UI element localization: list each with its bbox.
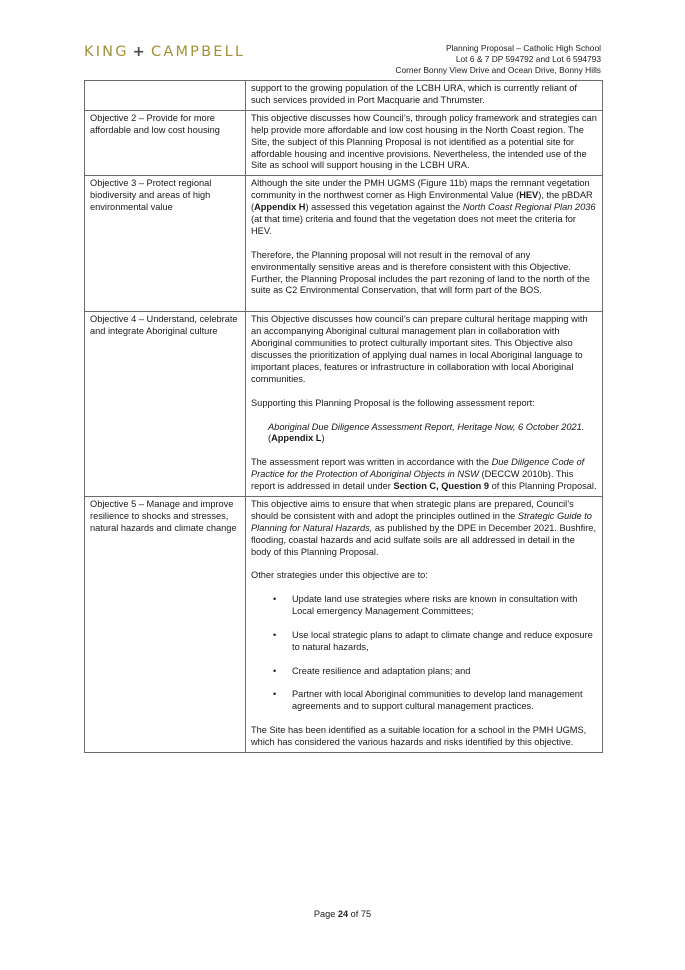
italic-text: Due Diligence Code of Practice for the Protection of Aboriginal Objects in NSW: [251, 457, 585, 480]
bullet-text: Partner with local Aboriginal communities to develop land management agreements and to support cultural management practices.: [292, 689, 583, 712]
bold-text: Appendix L: [271, 433, 322, 444]
bold-text: Appendix H: [254, 202, 306, 213]
text-run: The assessment report was written in accordance with the: [251, 457, 492, 468]
bullet-text: Create resilience and adaptation plans; and: [292, 665, 471, 676]
page-footer: [0, 909, 685, 919]
table-row: [85, 176, 603, 312]
objective-cell: Objective 2 – Provide for more affordable and low cost housing: [85, 110, 246, 176]
text-run: support to the growing population of the LCBH URA, which is currently reliant of such services provided in Port Macquarie and Thrumster.: [251, 83, 577, 105]
italic-text: Strategic Guide to Planning for Natural Hazards,: [251, 510, 592, 533]
list-item: [273, 689, 597, 713]
bullet-text: Use local strategic plans to adapt to climate change and reduce exposure to natural hazards,: [292, 629, 593, 652]
footer-of: of: [348, 909, 361, 919]
paragraph: [251, 250, 597, 298]
objective-cell: Objective 4 – Understand, celebrate and integrate Aboriginal culture: [85, 312, 246, 497]
table-row: [85, 312, 603, 497]
text-run: of this Planning Proposal.: [489, 481, 597, 492]
text-run: This Objective discusses how council’s can prepare cultural heritage mapping with an accompanying Aboriginal cultural management plan in collaboration with Aboriginal communities to protect culturally important sites. This Objective also discusses the prioritization of applying dual names in local Aboriginal language to important places, features or infrastructure in collaboration with local Aboriginal communities.: [251, 314, 588, 384]
page-number: 24: [337, 909, 349, 919]
text-run: as published by the DPE in December 2021. Bushfire, flooding, coastal hazards and acid sulfate soils are all addressed in detail in the body of this Planning Proposal.: [251, 522, 597, 557]
discussion-cell: [246, 81, 603, 111]
bold-text: HEV: [519, 190, 539, 201]
bullet-icon: •: [273, 665, 277, 676]
list-item: [273, 666, 597, 678]
list-item: [273, 594, 597, 618]
logo-campbell: CAMPBELL: [151, 44, 246, 60]
bullet-text: Update land use strategies where risks are known in consultation with Local emergency Management Committees;: [292, 594, 578, 617]
text-run: ): [321, 433, 325, 444]
discussion-cell: [246, 176, 603, 312]
text-run: Supporting this Planning Proposal is the following assessment report:: [251, 397, 535, 408]
footer-prefix: Page: [313, 909, 338, 919]
text-run: Other strategies under this objective are to:: [251, 570, 428, 581]
text-run: ) assessed this vegetation against the: [305, 202, 463, 213]
italic-text: Aboriginal Due Diligence Assessment Report, Heritage Now, 6 October 2021.: [268, 421, 585, 432]
page-header: [395, 43, 601, 76]
discussion-cell: [246, 496, 603, 752]
bold-text: Section C, Question 9: [393, 481, 490, 492]
paragraph: [251, 178, 597, 238]
text-run: (at that time) criteria and found that the vegetation does not meet the criteria for HEV.: [251, 214, 576, 236]
italic-text: North Coast Regional Plan 2036: [462, 202, 596, 213]
list-item: [273, 630, 597, 654]
table-row: [85, 81, 603, 111]
table-row: [85, 110, 603, 176]
discussion-cell: [246, 312, 603, 497]
text-run: This objective aims to ensure that when strategic plans are prepared, Council’s should be consistent with and adopt the principles outlined in the: [251, 498, 574, 521]
objective-cell: Objective 5 – Manage and improve resilience to shocks and stresses, natural hazards and climate change: [85, 496, 246, 752]
bullet-icon: •: [273, 594, 277, 605]
closing-paragraph: The Site has been identified as a suitable location for a school in the PMH UGMS, which has considered the various hazards and risks identified by this objective.: [251, 725, 587, 747]
text-run: Therefore, the Planning proposal will not result in the removal of any environmentally sensitive areas and is therefore consistent with this Objective. Further, the Planning Proposal includes the part rezoning of land to the north of the suite as C2 Environmental Conservation, that will form part of the BOS.: [251, 249, 590, 296]
paragraph: [251, 422, 597, 446]
text-run: This objective discusses how Council’s, through policy framework and strategies can help provide more affordable and low cost housing in the North Coast region. The Site, the subject of this Planning Proposal is not identified as a potential site for affordable housing and incentive provisions. Nevertheless, the intended use of the Site as school will support housing in the LCBH URA.: [251, 112, 597, 171]
bullet-icon: •: [273, 689, 277, 700]
paragraph: [251, 499, 597, 559]
paragraph: [251, 398, 597, 410]
logo-king: KING: [84, 44, 129, 60]
paragraph: [251, 113, 597, 173]
bullet-list: [251, 594, 597, 713]
paragraph: [251, 457, 597, 493]
bullet-icon: •: [273, 629, 277, 640]
objective-cell: Objective 3 – Protect regional biodiversity and areas of high environmental value: [85, 176, 246, 312]
text-run: Although the site under the PMH UGMS (Figure 11b) maps the remnant vegetation community in the northwest corner as High Environmental Value (: [251, 178, 590, 201]
paragraph: [251, 83, 597, 107]
header-address: Corner Bonny View Drive and Ocean Drive, Bonny Hills: [395, 65, 601, 75]
header-lot: Lot 6 & 7 DP 594792 and Lot 6 594793: [455, 54, 601, 64]
page-total: 75: [360, 909, 372, 919]
table-row: [85, 496, 603, 752]
paragraph: [251, 314, 597, 385]
logo-plus: +: [132, 44, 148, 60]
company-logo: [84, 44, 245, 60]
text-run: (DECCW 2010b). This report is addressed in detail under: [251, 469, 574, 492]
objective-cell: [85, 81, 246, 111]
text-run: (: [268, 433, 272, 444]
discussion-cell: [246, 110, 603, 176]
text-run: ), the pBDAR (: [251, 190, 593, 213]
objectives-table: [84, 80, 603, 753]
paragraph: [251, 570, 597, 582]
header-title: Planning Proposal – Catholic High School: [445, 43, 601, 53]
